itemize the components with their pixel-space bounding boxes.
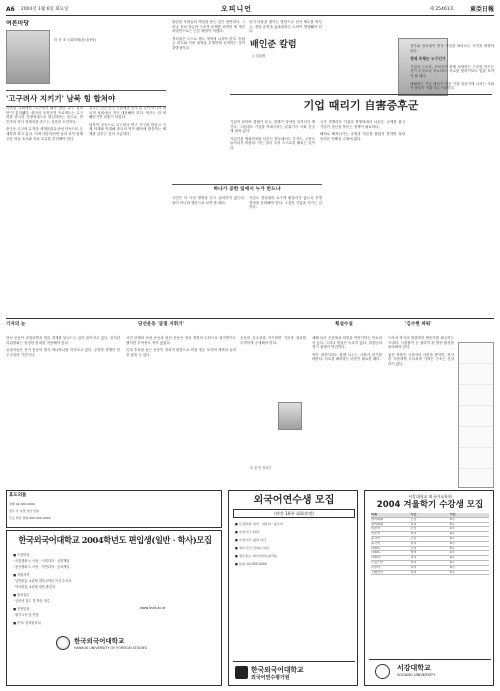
table-cell: 저녁 xyxy=(410,532,417,536)
reporter-byline: 조 용 빈 정치부 xyxy=(250,466,272,470)
table-cell: 8주 xyxy=(449,546,455,550)
paragraph: 드라마 작가의 영향력이 방송가를 좌우하는 시대다. 시청률이 곧 권력이 된 방송 환경을 돌아봐야 한다. xyxy=(388,336,454,350)
paragraph: 기업인을 범죄자처럼 다루는 풍토에서는 투자도, 고용도 늘어나기 어렵다. 이는 결국 우리 스스로를 해치는 일이다. xyxy=(230,136,315,150)
lower-title: 당선운동 '굴절 지휘기' xyxy=(138,322,184,327)
table-cell: 일본어 xyxy=(371,532,380,536)
featured-column-headline: 기업 때리기 自害증후군 xyxy=(230,94,492,113)
paragraph: 기업이 살아야 경제가 살고, 경제가 살아야 일자리가 생긴다. 그런데도 기업을 적대시하는 분위기가 사회 곳곳에 퍼져 있다. xyxy=(230,120,315,134)
ad-title: 외국어연수생 모집 xyxy=(253,495,335,506)
column-body-right xyxy=(89,106,166,314)
table-cell: 영어회화 xyxy=(371,522,383,526)
featured-body xyxy=(230,120,315,316)
ad-title: 2004 겨울학기 수강생 모집 xyxy=(376,500,484,510)
table-cell: TOEIC xyxy=(371,551,381,555)
paragraph: 관련된 사람들의 책임을 묻는 것은 당연하다. 그러나 정치 자금의 구조적 문제를 외면한 채 개인 처벌만으로는 근본 해결이 어렵다. xyxy=(172,20,245,34)
featured-body xyxy=(320,120,405,316)
table-header-cell: 과정 xyxy=(371,513,377,516)
paragraph: 정치권은 스스로 제도 개혁에 나서야 한다. 후원금 한도와 사용 내역을 투명하게 공개하는 것이 출발점이다. xyxy=(172,36,245,50)
advertisement-small xyxy=(6,490,222,528)
paragraph: 좋은 작품은 시청자의 사랑을 받지만, 작가 한 사람에게 지나치게 기대는 구조는 건강하지 않다. xyxy=(388,352,454,366)
table-cell: 8주 xyxy=(449,570,455,574)
column-body-left xyxy=(6,106,83,314)
table-cell: 8주 xyxy=(449,522,455,526)
table-cell: 저녁 xyxy=(410,541,417,545)
table-cell: 오전 xyxy=(410,517,417,521)
table-cell: 저녁 xyxy=(410,522,417,526)
table-cell: 8주 xyxy=(449,560,455,564)
paragraph: 지난달 국회에서 '고구려사 왜곡 중단 촉구 결의안'이 통과됐다. 중국의 동북공정 프로젝트는 고구려를 중국의 지방정권으로 편입하려는 것으로, 한민족의 역사 정체성을 흔드는 심각한 도전이다. xyxy=(6,106,83,124)
editorial-subheading: 하나가 공한 일에서 누가 반드냐 xyxy=(172,184,322,193)
table-cell: 영어회화 xyxy=(371,517,383,521)
institute-logo-icon xyxy=(235,666,248,679)
paragraph: 당선 운동이 과열되면서 법의 경계를 넘나드는 일이 잦아지고 있다. 선거관리위원회는 엄정한 잣대를 적용해야 한다. xyxy=(6,336,120,345)
ad-line: ■ 지원자격 xyxy=(13,573,30,577)
hufs-logo-english: HANKUK UNIVERSITY OF FOREIGN STUDIES xyxy=(74,646,148,650)
table-cell: 저녁 xyxy=(410,570,417,574)
lower-body xyxy=(388,336,454,488)
ad-line: ■ 접수기간: 선착순 마감 xyxy=(235,546,269,550)
ad-line: ■ 모집과정: 영어 · 일본어 · 중국어 xyxy=(235,522,283,526)
footer-name: 서강대학교 xyxy=(397,664,431,672)
column-headline: '고구려사 지키기' 남북 힘 합쳐야 xyxy=(6,90,166,107)
table-cell: 오전 xyxy=(410,527,417,531)
table-header-cell: 기간 xyxy=(449,513,456,516)
paragraph: 정부와 정치권이 먼저 기업을 바라보는 시각을 바꿔야 한다. xyxy=(410,44,494,53)
table-cell: 프랑스어 xyxy=(371,560,383,564)
university-seal-icon xyxy=(56,636,70,650)
lower-title: 기자의 눈 xyxy=(6,322,26,327)
paragraph: 시민 단체의 낙선 운동과 당선 운동은 정치 개혁의 수단으로 평가받기도 했지만 부작용도 적지 않았다. xyxy=(126,336,236,345)
ad-line: ■ 원서접수 xyxy=(13,593,30,597)
ad-footer xyxy=(233,661,355,683)
ad-line: ■ 수업기간: 10주 xyxy=(235,530,260,534)
table-cell: 중국어 xyxy=(371,541,380,545)
lower-body xyxy=(126,336,236,488)
section-divider xyxy=(6,318,494,319)
featured-column-author: 논설위원 xyxy=(252,54,266,58)
footer-subname: 외국어연수평가원 xyxy=(251,675,290,681)
table-cell: 8주 xyxy=(449,541,455,545)
ad-line: ■ 수업시간: 평일 야간 xyxy=(235,538,266,542)
section-title: 오피니언 xyxy=(221,5,253,14)
ad-line: · 학사편입: 4년제 대학 졸업자 xyxy=(13,585,56,589)
paragraph: 국가 경쟁력은 기업의 경쟁력에서 나온다. 규제를 풀고 기업가 정신을 북돋는 정책이 필요하다. xyxy=(320,120,405,129)
table-cell: 스페인어 xyxy=(371,570,383,574)
ad-title: 한국외국어대학교 2004학년도 편입생(일반 · 학사)모집 xyxy=(18,535,212,545)
ad-line: ■ 문의: 입학관리처 xyxy=(13,621,41,625)
table-cell: 8주 xyxy=(449,517,455,521)
ad-line: ■ 문의: 02-000-0000 xyxy=(235,562,267,566)
lower-title: 횡설수설 xyxy=(335,322,353,327)
paragraph: 선거 비용을 줄이는 방향으로 선거 제도를 바꾸고, 정당 운영을 효율화하는 노력이 병행돼야 한다. xyxy=(249,20,322,34)
newspaper-logo: 東亞日報 xyxy=(469,5,494,13)
table-cell: 저녁 xyxy=(410,551,417,555)
table-cell: 중국어 xyxy=(371,536,380,540)
table-header-cell: 시간 xyxy=(410,513,417,516)
table-cell: TOEIC xyxy=(371,546,381,550)
hufs-url[interactable]: www.hufs.ac.kr xyxy=(140,606,166,610)
course-table xyxy=(371,513,489,575)
paragraph: 남북이 공동으로 고구려사 연구 기구를 만들고 국제 학계와 연대해 중국의 역사 왜곡에 대응하는 체계를 갖추는 것이 시급하다. xyxy=(89,122,166,136)
opinion-column xyxy=(6,20,166,316)
paragraph: 국민은 더 이상 변명을 듣고 싶어하지 않는다. 말이 아니라 행동으로 보여 줄 때다. xyxy=(172,196,245,205)
university-seal-icon xyxy=(375,664,390,679)
page-header xyxy=(6,4,494,16)
table-cell: 저녁 xyxy=(410,556,417,560)
table-cell: 8주 xyxy=(449,551,455,555)
ad-line: · 인터넷 접수 및 방문 접수 xyxy=(13,599,50,603)
lower-title: '김수현 파워' xyxy=(405,322,432,327)
ad-line: 전화 02-000-0000 xyxy=(9,502,36,506)
ad-line: ■ 모집학과 xyxy=(13,553,30,557)
comic-strip xyxy=(458,342,494,488)
table-cell: 8주 xyxy=(449,532,455,536)
table-cell: 8주 xyxy=(449,556,455,560)
ad-subtitle: (야간 10주 회화과정) xyxy=(233,509,355,518)
table-cell: 저녁 xyxy=(410,560,417,564)
lower-body xyxy=(312,336,382,488)
ad-footer xyxy=(369,659,491,683)
hufs-logo: 한국외국어대학교 xyxy=(74,637,125,645)
paragraph: 작은 희망이라도 함께 나누는 사회가 되기를 바란다. 서로를 배려하는 마음이 필요한 때다. xyxy=(312,352,382,362)
footer-name: 한국외국어대학교 xyxy=(251,666,304,674)
table-row xyxy=(371,571,489,576)
table-cell: 일본어 xyxy=(371,527,380,531)
table-cell: 8주 xyxy=(449,565,455,569)
ad-line: 무료 상담 전화 080-000-0000 xyxy=(9,516,51,520)
ad-line: 전국 각 지점 상담 안내 xyxy=(9,509,39,513)
table-cell: TOEFL xyxy=(371,556,381,560)
author-photo xyxy=(6,30,50,84)
paragraph: 정부는 민간 연구 기관에만 맡겨 둘 것이 아니라 외교적 차원에서 적극 대응해야 한다. 역사는 한 번 빼앗기면 되찾기 어렵다. xyxy=(89,106,166,120)
lower-body xyxy=(240,336,306,396)
column-label: 여론마당 xyxy=(6,20,30,27)
paragraph: 중국은 고구려 유적을 세계문화유산에 단독으로 등재하려 하고 있다. 이에 대응하려면 남과 북이 함께 공동 학술 조사와 자료 교류를 추진해야 한다. xyxy=(6,127,83,141)
ad-line: · 용인캠퍼스: 어문 · 자연과학 · 공과계열 xyxy=(13,565,70,569)
table-cell: 8주 xyxy=(449,527,455,531)
lower-body xyxy=(6,336,120,488)
issue-number: 제 25461호 xyxy=(429,6,454,12)
paragraph: 기업과 근로자, 소비자가 함께 성장하는 구조를 만드는 것이 무엇보다 중요하다. 서로를 탓하기보다 힘을 모아야 할 때다. xyxy=(410,64,494,78)
table-cell: 오전 xyxy=(410,536,417,540)
paragraph: 기업도 정치권의 요구에 휘둘리지 않도록 투명 경영을 강화해야 한다. 그것이 기업을 지키는 길이다. xyxy=(249,196,322,210)
ad-line: · 일반편입: 4년제 대학 2학년 이상 수료자 xyxy=(13,579,72,583)
column-byline: 미 응 조 국회의원(한나라당) xyxy=(54,37,96,42)
table-cell: 오전 xyxy=(410,546,417,550)
ad-title: 효도외롭 xyxy=(9,493,27,498)
ad-line: ■ 전형일정 xyxy=(13,607,30,611)
paragraph: 특정 후보를 돕는 운동이 정치적 편향으로 비칠 경우 오히려 개혁의 동력을 잃을 수 있다. xyxy=(126,348,236,357)
featured-subheading: 경제 주체는 누구인가 xyxy=(410,56,446,62)
advertisement-hufs xyxy=(6,530,222,686)
paragraph: 운동의 순수성을 지키려면 기준과 절차를 투명하게 공개해야 한다. xyxy=(240,336,306,345)
ad-line: · 서울캠퍼스: 어문 · 사회과학 · 상경계열 xyxy=(13,559,70,563)
featured-column-title: 배인준 칼럼 xyxy=(250,40,297,50)
paragraph: 유권자들은 선거 운동의 방식 하나하나를 지켜보고 있다. 공정한 경쟁이 민주주의의 기본이다. xyxy=(6,348,120,357)
advertisement-language-course xyxy=(228,490,358,686)
advertisement-sogang xyxy=(364,490,494,686)
ad-line: · 필기고사 및 면접 xyxy=(13,613,39,617)
page-number: A6 xyxy=(6,5,15,13)
ad-kicker: 서강대학교 외국어교육원 xyxy=(408,494,452,499)
table-cell: 8주 xyxy=(449,536,455,540)
paragraph: 새해 들어 곳곳에서 희망을 이야기하는 목소리가 높다. 그러나 현실은 녹록지 않다. 취업난과 경기 침체가 여전하다. xyxy=(312,336,382,350)
table-cell: 독일어 xyxy=(371,565,380,569)
featured-body xyxy=(410,44,494,316)
ad-line: ■ 접수장소: 외국어연수평가원 xyxy=(235,554,277,558)
paragraph: 해외로 빠져나가는 공장과 자본을 붙잡지 못하면 성장 동력은 약해질 수밖에 없다. xyxy=(320,132,405,141)
paragraph: 새해에는 기업 때리기 대신 기업 살리기에 나서는 사회적 합의가 이뤄지길 기대한다. xyxy=(410,81,494,91)
issue-date: 2004년 1월 6일 화요일 xyxy=(20,6,69,12)
reporter-photo xyxy=(278,402,302,430)
table-cell: 저녁 xyxy=(410,565,417,569)
footer-english: SOGANG UNIVERSITY xyxy=(397,673,436,677)
